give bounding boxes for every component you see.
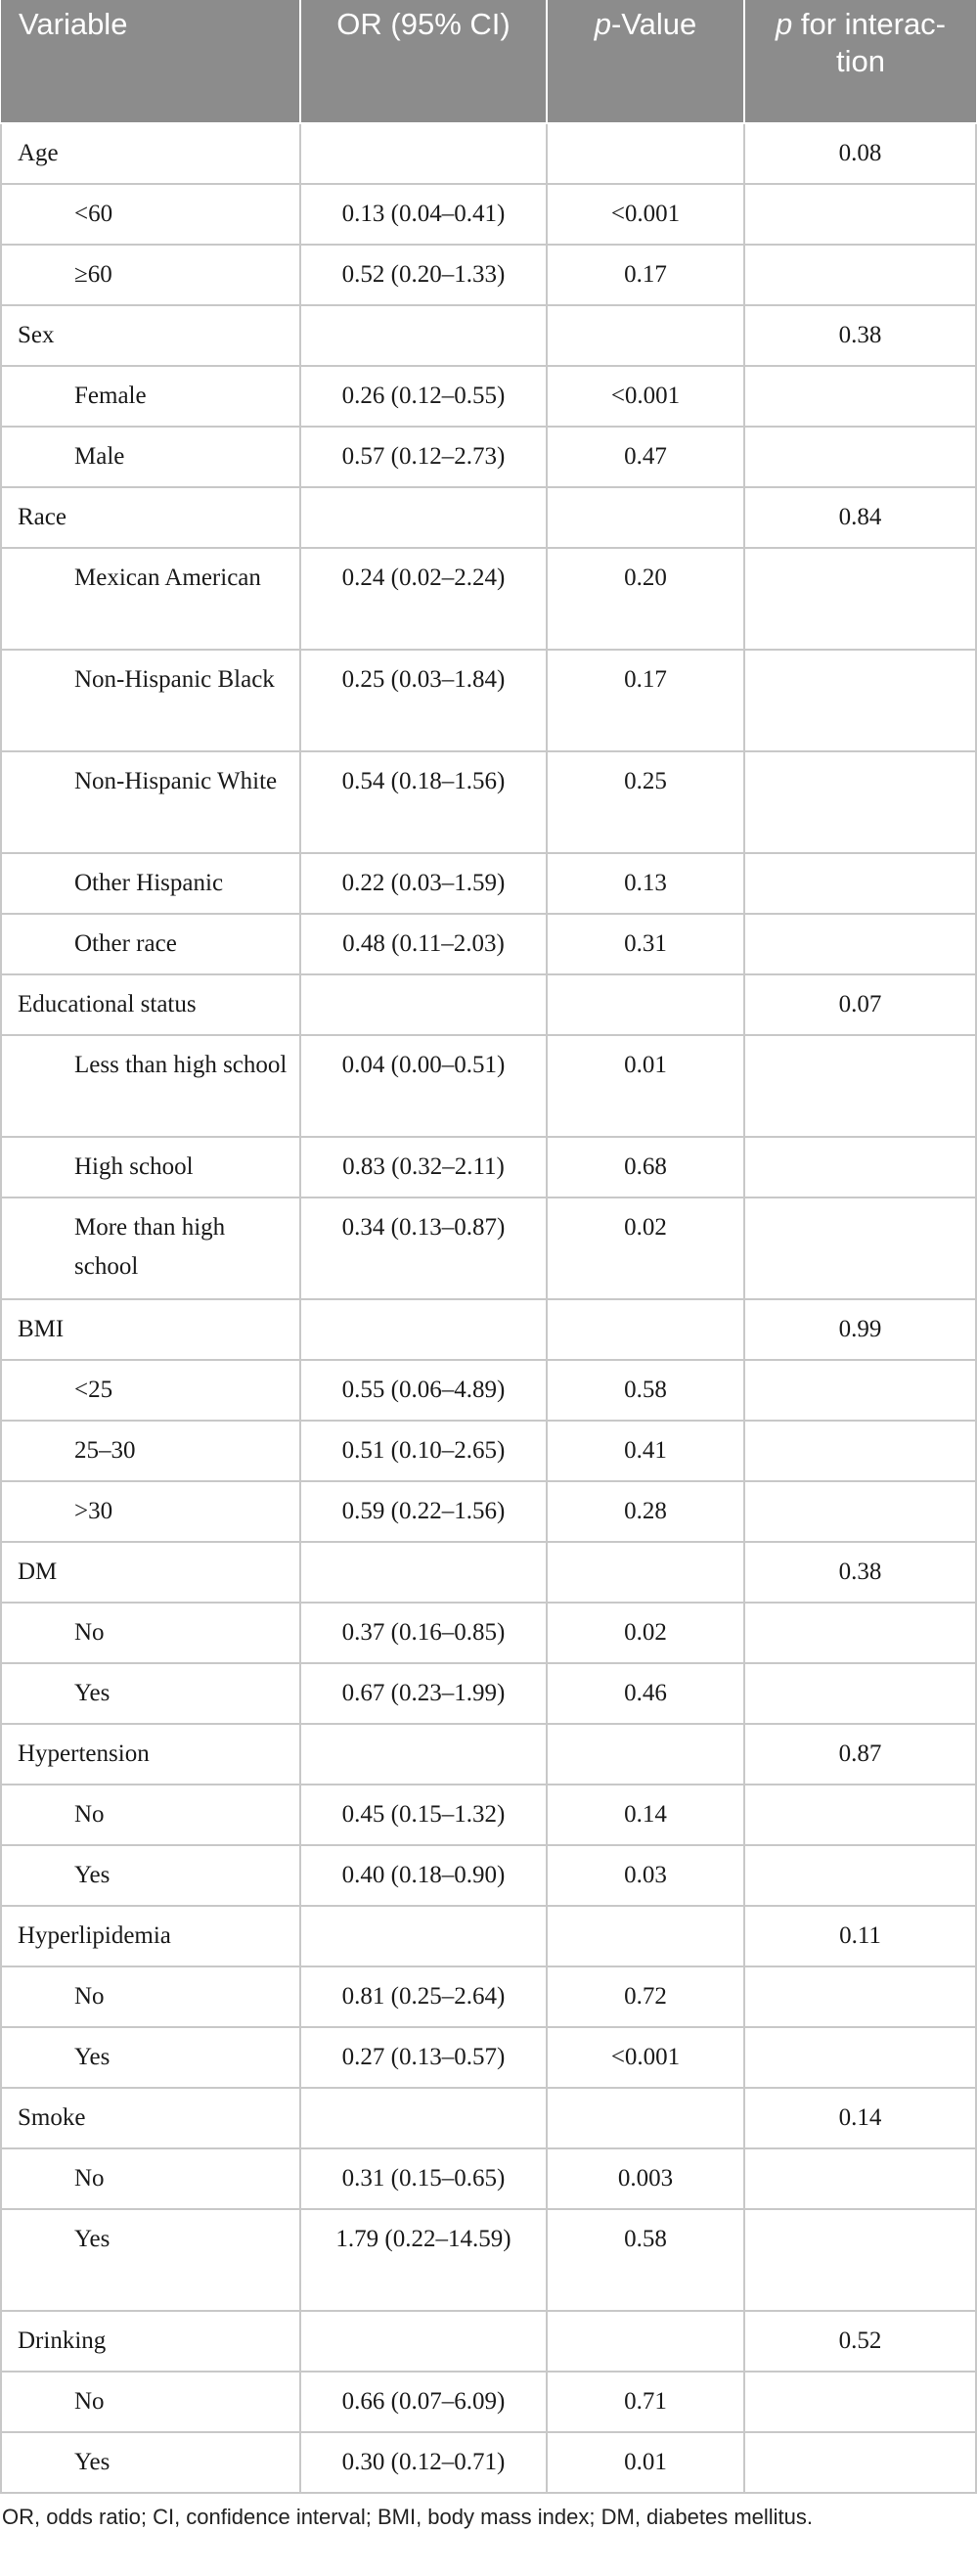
variable-cell: No bbox=[1, 1785, 300, 1845]
variable-cell: Educational status bbox=[1, 974, 300, 1035]
variable-cell: ≥60 bbox=[1, 245, 300, 305]
p-value-cell bbox=[547, 1724, 744, 1785]
p-interaction-cell bbox=[744, 1603, 976, 1663]
category-row bbox=[1, 974, 976, 1035]
or-ci-cell bbox=[300, 1906, 547, 1966]
table-body bbox=[1, 123, 976, 2493]
or-ci-cell: 0.25 (0.03–1.84) bbox=[300, 650, 547, 751]
p-interaction-cell bbox=[744, 1845, 976, 1906]
p-value-cell bbox=[547, 1299, 744, 1360]
p-interaction-cell bbox=[744, 1137, 976, 1198]
subgroup-row bbox=[1, 1360, 976, 1421]
category-row bbox=[1, 1906, 976, 1966]
p-value-cell: 0.25 bbox=[547, 751, 744, 853]
p-value-cell: 0.28 bbox=[547, 1481, 744, 1542]
p-interaction-cell bbox=[744, 650, 976, 751]
or-ci-cell: 0.52 (0.20–1.33) bbox=[300, 245, 547, 305]
or-ci-cell: 0.48 (0.11–2.03) bbox=[300, 914, 547, 974]
or-ci-cell: 0.30 (0.12–0.71) bbox=[300, 2432, 547, 2493]
or-ci-cell bbox=[300, 1724, 547, 1785]
or-ci-cell bbox=[300, 974, 547, 1035]
p-interaction-cell bbox=[744, 184, 976, 245]
variable-cell: Male bbox=[1, 427, 300, 487]
or-ci-cell: 0.13 (0.04–0.41) bbox=[300, 184, 547, 245]
p-value-cell: 0.68 bbox=[547, 1137, 744, 1198]
or-ci-cell: 0.40 (0.18–0.90) bbox=[300, 1845, 547, 1906]
variable-cell: Drinking bbox=[1, 2311, 300, 2372]
or-ci-cell: 0.57 (0.12–2.73) bbox=[300, 427, 547, 487]
subgroup-row bbox=[1, 1137, 976, 1198]
subgroup-row bbox=[1, 1198, 976, 1299]
header-pint-italic: p bbox=[775, 7, 793, 41]
category-row bbox=[1, 1542, 976, 1603]
p-interaction-cell: 0.87 bbox=[744, 1724, 976, 1785]
variable-cell: No bbox=[1, 1966, 300, 2027]
or-ci-cell: 0.59 (0.22–1.56) bbox=[300, 1481, 547, 1542]
header-variable: Variable bbox=[1, 0, 300, 123]
p-interaction-cell bbox=[744, 2432, 976, 2493]
p-interaction-cell bbox=[744, 2209, 976, 2311]
p-interaction-cell bbox=[744, 1966, 976, 2027]
header-row bbox=[1, 0, 976, 123]
p-interaction-cell bbox=[744, 366, 976, 427]
variable-cell: <25 bbox=[1, 1360, 300, 1421]
variable-cell: High school bbox=[1, 1137, 300, 1198]
p-value-cell: 0.13 bbox=[547, 853, 744, 914]
p-value-cell bbox=[547, 2088, 744, 2148]
p-interaction-cell bbox=[744, 1663, 976, 1724]
p-value-cell: 0.47 bbox=[547, 427, 744, 487]
p-interaction-cell: 0.38 bbox=[744, 305, 976, 366]
variable-cell: Mexican American bbox=[1, 548, 300, 650]
p-value-cell: 0.003 bbox=[547, 2148, 744, 2209]
p-value-cell: 0.02 bbox=[547, 1198, 744, 1299]
p-value-cell: 0.01 bbox=[547, 2432, 744, 2493]
or-ci-cell bbox=[300, 1542, 547, 1603]
p-interaction-cell bbox=[744, 853, 976, 914]
p-value-cell: 0.58 bbox=[547, 2209, 744, 2311]
subgroup-row bbox=[1, 2372, 976, 2432]
subgroup-row bbox=[1, 1785, 976, 1845]
variable-cell: Hyperlipidemia bbox=[1, 1906, 300, 1966]
or-ci-cell: 1.79 (0.22–14.59) bbox=[300, 2209, 547, 2311]
variable-cell: More than high school bbox=[1, 1198, 300, 1299]
p-value-cell: 0.01 bbox=[547, 1035, 744, 1137]
subgroup-row bbox=[1, 184, 976, 245]
subgroup-row bbox=[1, 1603, 976, 1663]
variable-cell: 25–30 bbox=[1, 1421, 300, 1481]
p-value-cell: <0.001 bbox=[547, 184, 744, 245]
category-row bbox=[1, 305, 976, 366]
variable-cell: Other Hispanic bbox=[1, 853, 300, 914]
variable-cell: No bbox=[1, 2372, 300, 2432]
or-ci-cell: 0.66 (0.07–6.09) bbox=[300, 2372, 547, 2432]
subgroup-row bbox=[1, 1845, 976, 1906]
header-p-value bbox=[547, 0, 744, 123]
header-or-ci: OR (95% CI) bbox=[300, 0, 547, 123]
or-ci-cell: 0.83 (0.32–2.11) bbox=[300, 1137, 547, 1198]
subgroup-row bbox=[1, 1421, 976, 1481]
or-ci-cell: 0.67 (0.23–1.99) bbox=[300, 1663, 547, 1724]
p-value-cell: <0.001 bbox=[547, 366, 744, 427]
or-ci-cell: 0.34 (0.13–0.87) bbox=[300, 1198, 547, 1299]
p-interaction-cell: 0.52 bbox=[744, 2311, 976, 2372]
p-value-cell bbox=[547, 1542, 744, 1603]
subgroup-row bbox=[1, 1481, 976, 1542]
p-interaction-cell bbox=[744, 1481, 976, 1542]
or-ci-cell: 0.37 (0.16–0.85) bbox=[300, 1603, 547, 1663]
p-value-cell: 0.71 bbox=[547, 2372, 744, 2432]
subgroup-row bbox=[1, 245, 976, 305]
p-value-cell bbox=[547, 974, 744, 1035]
variable-cell: Yes bbox=[1, 2209, 300, 2311]
p-value-cell bbox=[547, 2311, 744, 2372]
header-p-value-rest: -Value bbox=[610, 7, 697, 41]
subgroup-row bbox=[1, 2209, 976, 2311]
p-interaction-cell bbox=[744, 1035, 976, 1137]
variable-cell: <60 bbox=[1, 184, 300, 245]
variable-cell: Yes bbox=[1, 2432, 300, 2493]
variable-cell: >30 bbox=[1, 1481, 300, 1542]
subgroup-row bbox=[1, 366, 976, 427]
or-ci-cell: 0.54 (0.18–1.56) bbox=[300, 751, 547, 853]
variable-cell: Smoke bbox=[1, 2088, 300, 2148]
category-row bbox=[1, 2311, 976, 2372]
or-ci-cell: 0.55 (0.06–4.89) bbox=[300, 1360, 547, 1421]
p-value-cell: 0.41 bbox=[547, 1421, 744, 1481]
variable-cell: No bbox=[1, 1603, 300, 1663]
or-ci-cell: 0.27 (0.13–0.57) bbox=[300, 2027, 547, 2088]
subgroup-row bbox=[1, 548, 976, 650]
p-value-cell: 0.17 bbox=[547, 650, 744, 751]
or-ci-cell: 0.04 (0.00–0.51) bbox=[300, 1035, 547, 1137]
subgroup-row bbox=[1, 2148, 976, 2209]
header-p-italic: p bbox=[594, 7, 611, 41]
variable-cell: Sex bbox=[1, 305, 300, 366]
subgroup-row bbox=[1, 650, 976, 751]
p-value-cell bbox=[547, 305, 744, 366]
variable-cell: Age bbox=[1, 123, 300, 184]
header-pint-rest: for interac-tion bbox=[792, 7, 947, 78]
variable-cell: No bbox=[1, 2148, 300, 2209]
p-value-cell: 0.03 bbox=[547, 1845, 744, 1906]
subgroup-row bbox=[1, 2432, 976, 2493]
table-footnote: OR, odds ratio; CI, confidence interval; BMI, body mass index; DM, diabetes mellitus. bbox=[2, 2505, 814, 2529]
category-row bbox=[1, 1299, 976, 1360]
p-interaction-cell bbox=[744, 1360, 976, 1421]
p-value-cell: 0.72 bbox=[547, 1966, 744, 2027]
subgroup-row bbox=[1, 2027, 976, 2088]
header-p-interaction bbox=[744, 0, 976, 123]
p-interaction-cell: 0.11 bbox=[744, 1906, 976, 1966]
p-interaction-cell bbox=[744, 751, 976, 853]
p-value-cell bbox=[547, 123, 744, 184]
variable-cell: Yes bbox=[1, 1845, 300, 1906]
p-interaction-cell bbox=[744, 914, 976, 974]
p-interaction-cell: 0.84 bbox=[744, 487, 976, 548]
subgroup-row bbox=[1, 853, 976, 914]
subgroup-row bbox=[1, 914, 976, 974]
subgroup-row bbox=[1, 1966, 976, 2027]
p-interaction-cell bbox=[744, 245, 976, 305]
p-interaction-cell: 0.08 bbox=[744, 123, 976, 184]
variable-cell: Hypertension bbox=[1, 1724, 300, 1785]
or-ci-cell: 0.26 (0.12–0.55) bbox=[300, 366, 547, 427]
p-interaction-cell bbox=[744, 548, 976, 650]
p-interaction-cell bbox=[744, 2027, 976, 2088]
subgroup-row bbox=[1, 1663, 976, 1724]
or-ci-cell bbox=[300, 123, 547, 184]
p-value-cell: 0.14 bbox=[547, 1785, 744, 1845]
variable-cell: Other race bbox=[1, 914, 300, 974]
or-ci-cell bbox=[300, 2311, 547, 2372]
or-ci-cell bbox=[300, 1299, 547, 1360]
or-ci-cell bbox=[300, 305, 547, 366]
p-interaction-cell bbox=[744, 1785, 976, 1845]
p-interaction-cell: 0.99 bbox=[744, 1299, 976, 1360]
or-ci-cell bbox=[300, 487, 547, 548]
p-interaction-cell: 0.38 bbox=[744, 1542, 976, 1603]
category-row bbox=[1, 2088, 976, 2148]
or-ci-cell bbox=[300, 2088, 547, 2148]
p-interaction-cell bbox=[744, 2372, 976, 2432]
or-ci-cell: 0.24 (0.02–2.24) bbox=[300, 548, 547, 650]
category-row bbox=[1, 123, 976, 184]
or-ci-cell: 0.51 (0.10–2.65) bbox=[300, 1421, 547, 1481]
or-ci-cell: 0.45 (0.15–1.32) bbox=[300, 1785, 547, 1845]
category-row bbox=[1, 1724, 976, 1785]
p-interaction-cell: 0.14 bbox=[744, 2088, 976, 2148]
variable-cell: Yes bbox=[1, 2027, 300, 2088]
subgroup-row bbox=[1, 751, 976, 853]
p-interaction-cell bbox=[744, 427, 976, 487]
category-row bbox=[1, 487, 976, 548]
p-value-cell bbox=[547, 487, 744, 548]
variable-cell: Female bbox=[1, 366, 300, 427]
variable-cell: Less than high school bbox=[1, 1035, 300, 1137]
p-value-cell: 0.46 bbox=[547, 1663, 744, 1724]
p-value-cell: 0.20 bbox=[547, 548, 744, 650]
p-value-cell bbox=[547, 1906, 744, 1966]
p-interaction-cell bbox=[744, 2148, 976, 2209]
variable-cell: BMI bbox=[1, 1299, 300, 1360]
p-value-cell: 0.17 bbox=[547, 245, 744, 305]
p-value-cell: 0.31 bbox=[547, 914, 744, 974]
p-interaction-cell: 0.07 bbox=[744, 974, 976, 1035]
p-interaction-cell bbox=[744, 1421, 976, 1481]
variable-cell: DM bbox=[1, 1542, 300, 1603]
variable-cell: Race bbox=[1, 487, 300, 548]
or-ci-cell: 0.22 (0.03–1.59) bbox=[300, 853, 547, 914]
p-value-cell: 0.02 bbox=[547, 1603, 744, 1663]
or-ci-cell: 0.31 (0.15–0.65) bbox=[300, 2148, 547, 2209]
p-interaction-cell bbox=[744, 1198, 976, 1299]
p-value-cell: 0.58 bbox=[547, 1360, 744, 1421]
subgroup-row bbox=[1, 427, 976, 487]
subgroup-row bbox=[1, 1035, 976, 1137]
variable-cell: Yes bbox=[1, 1663, 300, 1724]
p-value-cell: <0.001 bbox=[547, 2027, 744, 2088]
or-ci-cell: 0.81 (0.25–2.64) bbox=[300, 1966, 547, 2027]
variable-cell: Non-Hispanic White bbox=[1, 751, 300, 853]
variable-cell: Non-Hispanic Black bbox=[1, 650, 300, 751]
